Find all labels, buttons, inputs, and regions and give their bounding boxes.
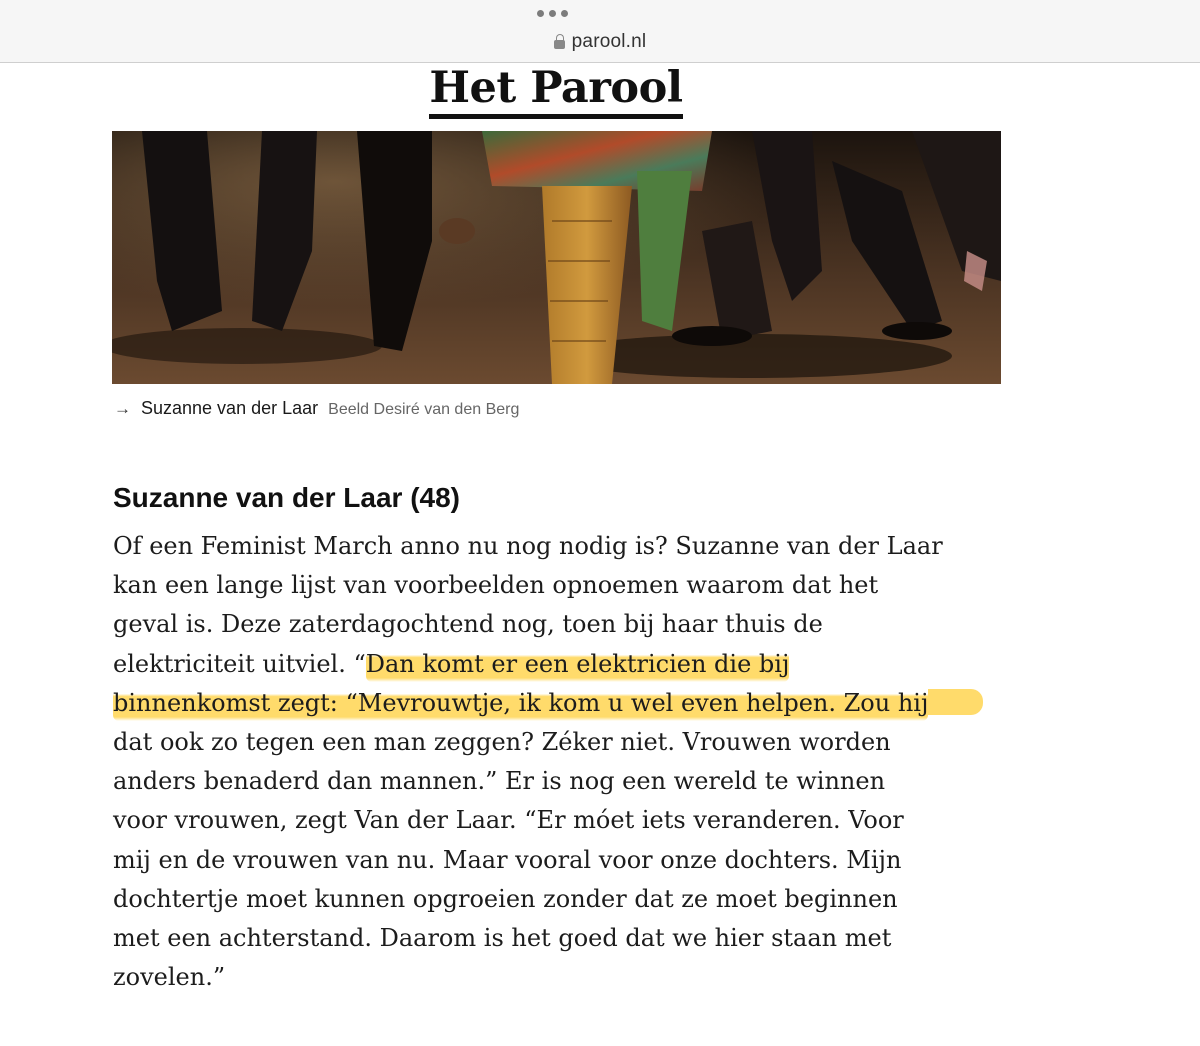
article-line: anders benaderd dan mannen.” Er is nog een wereld te winnen <box>113 767 886 796</box>
article-line: kan een lange lijst van voorbeelden opnoemen waarom dat het <box>113 571 879 600</box>
highlight-stroke <box>928 689 983 715</box>
article-text: elektriciteit uitviel. “ <box>113 649 366 678</box>
article-line: dochtertje moet kunnen opgroeien zonder dat ze moet beginnen <box>113 884 898 913</box>
article-body <box>113 527 1013 997</box>
highlighted-text: binnenkomst zegt: “Mevrouwtje, ik kom u wel even helpen. Zou hij <box>113 687 928 721</box>
lock-icon <box>554 34 566 50</box>
url-text: parool.nl <box>571 31 647 52</box>
arrow-right-icon: → <box>114 399 131 418</box>
article-line <box>113 645 1013 684</box>
site-logo-text: Het Parool <box>429 64 682 119</box>
site-logo[interactable] <box>0 64 1112 119</box>
article-line: Of een Feminist March anno nu nog nodig is? Suzanne van der Laar <box>113 532 943 560</box>
browser-address-bar <box>0 0 1200 63</box>
article-line: geval is. Deze zaterdagochtend nog, toen bij haar thuis de <box>113 610 823 639</box>
article-heading: Suzanne van der Laar (48) <box>113 482 461 513</box>
article-photo <box>112 131 1001 384</box>
article-line: zovelen.” <box>113 963 226 992</box>
photo-caption <box>114 398 519 419</box>
caption-name: Suzanne van der Laar <box>141 398 319 418</box>
article-line: met een achterstand. Daarom is het goed dat we hier staan met <box>113 924 892 953</box>
article-line: voor vrouwen, zegt Van der Laar. “Er móet iets veranderen. Voor <box>113 806 904 835</box>
url-field[interactable] <box>0 29 1200 55</box>
article-line: mij en de vrouwen van nu. Maar vooral voor onze dochters. Mijn <box>113 845 902 874</box>
highlighted-text: Dan komt er een elektricien die bij <box>366 648 790 682</box>
more-options-icon[interactable] <box>537 10 568 17</box>
article-line <box>113 684 1013 723</box>
caption-credit: Beeld Desiré van den Berg <box>328 401 520 418</box>
article-line: dat ook zo tegen een man zeggen? Zéker niet. Vrouwen worden <box>113 728 891 757</box>
